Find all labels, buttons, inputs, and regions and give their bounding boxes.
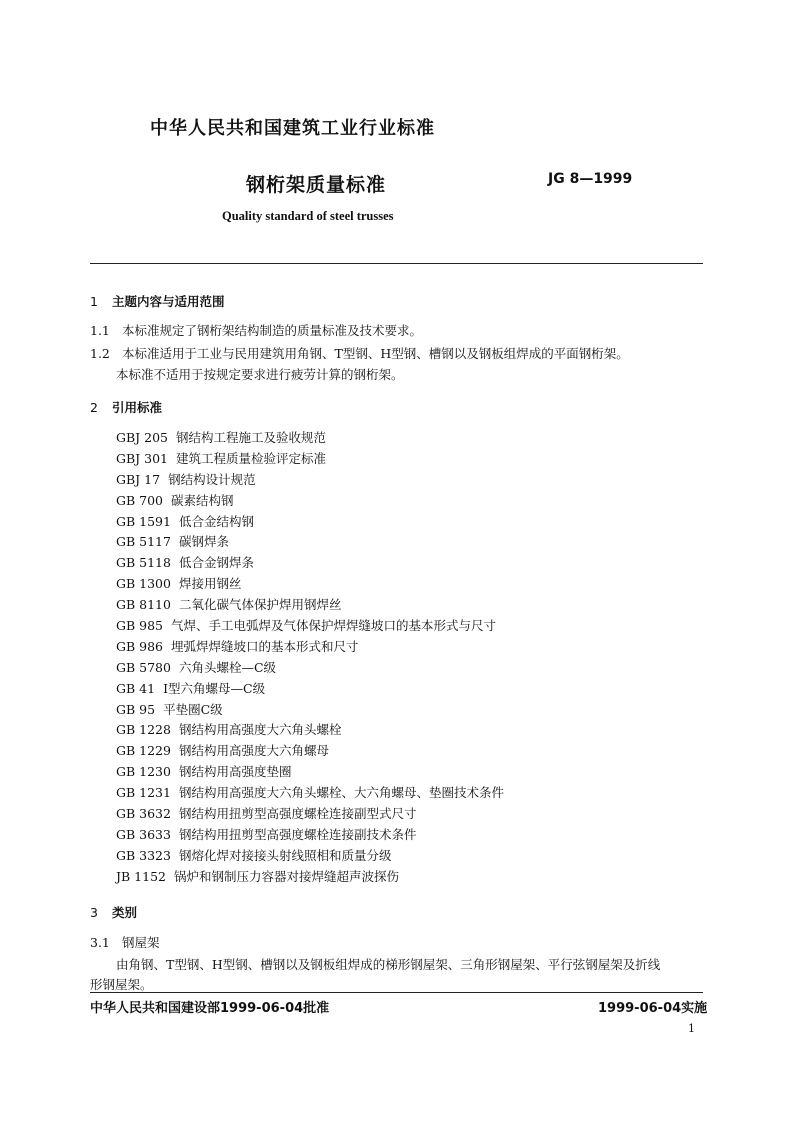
effective-date: 1999-06-04实施 (598, 1001, 708, 1016)
ref-code: GB 1229 (116, 743, 171, 759)
clause-1-2-note: 本标准不适用于按规定要求进行疲劳计算的钢桁架。 (116, 367, 404, 382)
clause-1-1 (90, 321, 422, 339)
ref-title: 钢结构用扭剪型高强度螺栓连接副型式尺寸 (178, 806, 417, 822)
ref-title: 碳素结构钢 (171, 492, 234, 508)
ref-title: 建筑工程质量检验评定标准 (176, 450, 327, 466)
ref-code: GB 1230 (116, 764, 171, 780)
ref-code: GB 1228 (116, 722, 171, 738)
ref-title: 钢结构用高强度大六角螺母 (178, 743, 329, 759)
ref-code: GB 1591 (116, 513, 171, 529)
list-item (116, 658, 504, 679)
clause-1-2 (90, 344, 629, 362)
ref-title: 埋弧焊焊缝坡口的基本形式和尺寸 (171, 638, 359, 654)
clause-title: 钢屋架 (122, 935, 160, 950)
list-item (116, 867, 504, 888)
list-item (116, 449, 504, 470)
list-item (116, 679, 504, 700)
section-2-heading (90, 398, 162, 416)
list-item (116, 428, 504, 449)
clause-3-1-text-line1: 由角钢、T型钢、H型钢、槽钢以及钢板组焊成的梯形钢屋架、三角形钢屋架、平行弦钢屋架及折线 (116, 957, 661, 972)
approval-line: 中华人民共和国建设部1999-06-04批准 (90, 1001, 330, 1016)
list-item (116, 616, 504, 637)
list-item (116, 700, 504, 721)
list-item (116, 595, 504, 616)
ref-code: GBJ 205 (116, 430, 169, 445)
section-number: 3 (90, 905, 98, 920)
clause-3-1 (90, 933, 160, 951)
ref-code: JB 1152 (116, 868, 166, 884)
ref-code: GB 986 (116, 638, 164, 654)
document-title: 钢桁架质量标准 (246, 174, 387, 196)
ref-title: 钢结构用高强度大六角头螺栓、大六角螺母、垫圈技术条件 (178, 785, 504, 801)
list-item (116, 720, 504, 741)
ref-code: GB 5118 (116, 555, 171, 571)
section-title: 类别 (112, 905, 138, 920)
ref-title: 钢结构用高强度大六角头螺栓 (178, 722, 342, 738)
ref-code: GB 700 (116, 492, 164, 508)
clause-text: 本标准规定了钢桁架结构制造的质量标准及技术要求。 (122, 323, 423, 338)
ref-title: 低合金结构钢 (178, 513, 254, 529)
section-3-heading (90, 903, 137, 921)
clause-number: 1.2 (90, 346, 110, 361)
section-1-heading (90, 292, 225, 310)
document-title-english: Quality standard of steel trusses (222, 209, 394, 223)
section-number: 2 (90, 400, 98, 415)
ref-title: 钢结构用扭剪型高强度螺栓连接副技术条件 (178, 826, 417, 842)
ref-code: GBJ 17 (116, 471, 161, 487)
ref-title: 气焊、手工电弧焊及气体保护焊焊缝坡口的基本形式与尺寸 (171, 618, 497, 634)
ref-title: 钢结构工程施工及验收规范 (176, 430, 327, 445)
list-item (116, 491, 504, 512)
footer-divider (90, 992, 703, 993)
ref-title: 碳钢焊条 (178, 534, 229, 550)
section-title: 引用标准 (112, 400, 163, 415)
ref-code: GB 5117 (116, 534, 171, 550)
ref-title: 六角头螺栓—C级 (178, 659, 277, 675)
ref-title: 锅炉和钢制压力容器对接焊缝超声波探伤 (173, 868, 399, 884)
ref-code: GB 3633 (116, 826, 171, 842)
list-item (116, 762, 504, 783)
ref-title: 钢结构用高强度垫圈 (178, 764, 292, 780)
ref-code: GB 41 (116, 680, 156, 696)
list-item (116, 574, 504, 595)
list-item (116, 741, 504, 762)
list-item (116, 783, 504, 804)
ref-title: 平垫圈C级 (163, 701, 223, 717)
section-number: 1 (90, 294, 98, 309)
ref-code: GBJ 301 (116, 450, 169, 466)
list-item (116, 470, 504, 491)
page-number: 1 (688, 1022, 695, 1035)
list-item (116, 804, 504, 825)
ref-title: 二氧化碳气体保护焊用钢焊丝 (178, 597, 342, 613)
list-item (116, 825, 504, 846)
ref-code: GB 95 (116, 701, 156, 717)
list-item (116, 553, 504, 574)
list-item (116, 637, 504, 658)
ref-code: GB 3632 (116, 806, 171, 822)
ref-code: GB 1231 (116, 785, 171, 801)
ref-code: GB 1300 (116, 576, 171, 592)
reference-list (116, 428, 504, 888)
ref-title: 低合金钢焊条 (178, 555, 254, 571)
ref-title: 钢熔化焊对接接头射线照相和质量分级 (178, 847, 392, 863)
clause-3-1-text-line2: 形钢屋架。 (90, 977, 153, 992)
ref-title: I型六角螺母—C级 (163, 680, 266, 696)
ref-code: GB 8110 (116, 597, 171, 613)
section-title: 主题内容与适用范围 (112, 294, 225, 309)
header-divider (90, 263, 703, 264)
ref-code: GB 985 (116, 618, 164, 634)
clause-number: 1.1 (90, 323, 110, 338)
ref-code: GB 3323 (116, 847, 171, 863)
list-item (116, 512, 504, 533)
org-standard-heading: 中华人民共和国建筑工业行业标准 (150, 118, 435, 139)
clause-number: 3.1 (90, 935, 110, 950)
ref-title: 钢结构设计规范 (168, 471, 256, 487)
document-number: JG 8—1999 (548, 171, 633, 187)
clause-text: 本标准适用于工业与民用建筑用角钢、T型钢、H型钢、槽钢以及钢板组焊成的平面钢桁架。 (122, 346, 629, 361)
ref-code: GB 5780 (116, 659, 171, 675)
ref-title: 焊接用钢丝 (178, 576, 242, 592)
list-item (116, 532, 504, 553)
list-item (116, 846, 504, 867)
